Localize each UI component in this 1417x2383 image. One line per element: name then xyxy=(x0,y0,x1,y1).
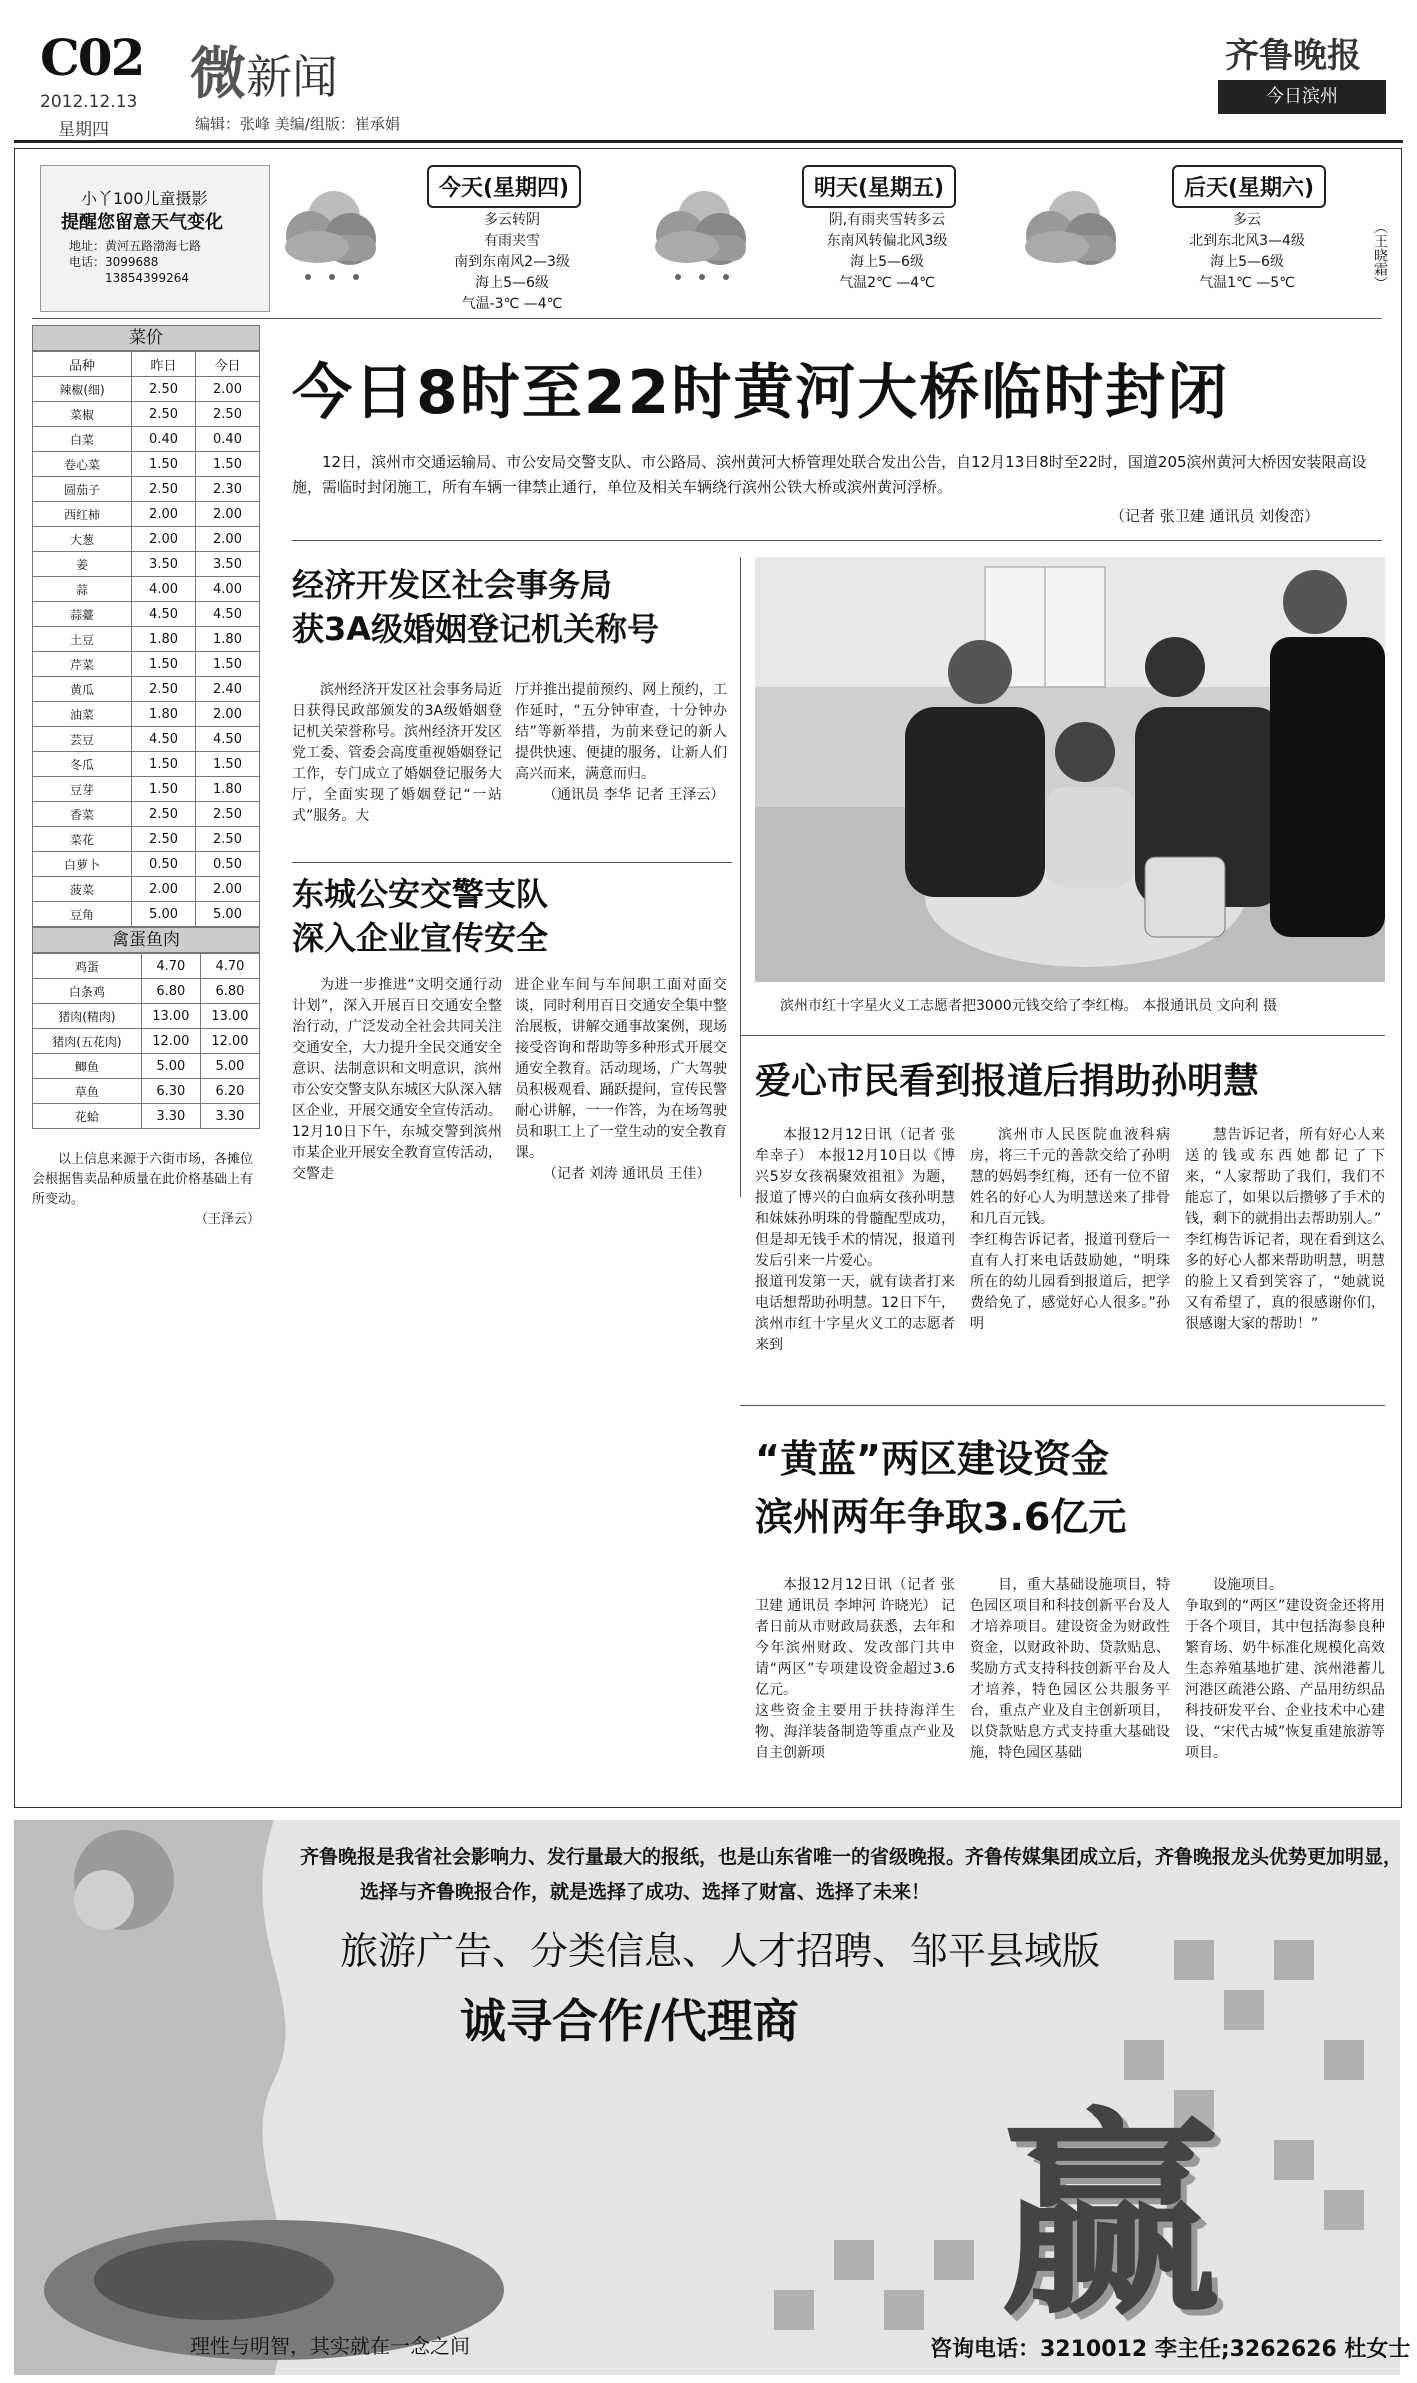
price-today: 13.00 xyxy=(200,1004,259,1029)
price-row xyxy=(33,602,260,627)
page-number: C02 xyxy=(40,28,144,87)
item-name: 土豆 xyxy=(33,627,132,652)
price-row xyxy=(33,677,260,702)
weather-details xyxy=(777,210,997,294)
story1-col2-text: 厅并推出提前预约、网上预约，工作延时，“五分钟审查，十分钟办结”等新举措，为前来登记的新人提供快速、便捷的服务，让新人们高兴而来，满意而归。 xyxy=(515,682,727,782)
price-row xyxy=(33,1079,260,1104)
story4-title-line1: “黄蓝”两区建设资金 xyxy=(755,1437,1109,1481)
item-name: 黄瓜 xyxy=(33,677,132,702)
weather-divider xyxy=(32,318,1382,319)
ad-tel: 电话：3099688 xyxy=(69,255,159,269)
weather-line: 气温2℃ —4℃ xyxy=(839,275,935,291)
price-row xyxy=(33,552,260,577)
ad-intro-line: 齐鲁晚报是我省社会影响力、发行量最大的报纸，也是山东省唯一的省级晚报。齐鲁传媒集团成立后，齐鲁晚报龙头优势更加明显， xyxy=(300,1846,1403,1868)
weather-line: 有雨夹雪 xyxy=(484,233,540,249)
item-name: 菜椒 xyxy=(33,402,132,427)
item-name: 豆角 xyxy=(33,902,132,927)
price-today: 3.50 xyxy=(196,552,260,577)
price-note-credit: （王泽云） xyxy=(194,1212,260,1227)
price-today: 6.20 xyxy=(200,1079,259,1104)
price-yesterday: 2.00 xyxy=(132,527,196,552)
story2-credit: （记者 刘涛 通讯员 王佳） xyxy=(543,1166,711,1182)
price-yesterday: 1.50 xyxy=(132,777,196,802)
price-yesterday: 1.80 xyxy=(132,627,196,652)
price-yesterday: 0.50 xyxy=(132,852,196,877)
weather-line: 南到东南风2—3级 xyxy=(454,254,570,270)
price-yesterday: 6.80 xyxy=(141,979,200,1004)
cloud-icon xyxy=(1012,177,1132,287)
price-row xyxy=(33,902,260,927)
weather-tomorrow xyxy=(642,177,762,291)
price-row xyxy=(33,1004,260,1029)
main-credit: （记者 张卫建 通讯员 刘俊峦） xyxy=(1110,507,1320,525)
story3-col3: 慧告诉记者，所有好心人来送的钱或东西她都记了下来，“人家帮助了我们，我们不能忘了，如果以后攒够了手术的钱，剩下的就捐出去帮助别人。” 李红梅告诉记者，现在看到这么多的好心人都来帮助明慧，明慧的脸上又看到笑容了，“她就说又有希望了，真的很感谢你们，很感谢大家的帮助！” xyxy=(1185,1127,1385,1332)
item-name: 菜花 xyxy=(33,827,132,852)
price-note-text: 以上信息来源于六街市场，各摊位会根据售卖品种质量在此价格基础上有所变动。 xyxy=(32,1152,254,1207)
price-yesterday: 6.30 xyxy=(141,1079,200,1104)
col-header: 今日 xyxy=(196,352,260,377)
price-yesterday: 1.50 xyxy=(132,752,196,777)
price-row xyxy=(33,954,260,979)
main-headline: 今日8时至22时黄河大桥临时封闭 xyxy=(292,358,1230,428)
price-row xyxy=(33,527,260,552)
price-yesterday: 2.50 xyxy=(132,402,196,427)
meat-table-title: 禽蛋鱼肉 xyxy=(32,927,260,953)
photo-divider xyxy=(740,1035,1385,1036)
item-name: 鸡蛋 xyxy=(33,954,142,979)
price-row xyxy=(33,827,260,852)
item-name: 花蛤 xyxy=(33,1104,142,1129)
story2-col2-text: 进企业车间与车间职工面对面交谈，同时利用百日交通安全集中整治展板，讲解交通事故案例，现场接受咨询和帮助等多种形式开展交通安全教育。活动现场，广大驾驶员积极观看、踊跃提问，宣传民警耐心讲解，一一作答，为在场驾驶员和职工上了一堂生动的安全教育课。 xyxy=(515,977,727,1161)
price-row xyxy=(33,979,260,1004)
weather-strip xyxy=(272,162,1362,312)
weather-line: 气温-3℃ —4℃ xyxy=(461,296,563,312)
price-today: 4.50 xyxy=(196,602,260,627)
story1-col2 xyxy=(515,680,727,806)
price-today: 4.00 xyxy=(196,577,260,602)
ad-address: 地址：黄河五路渤海七路 xyxy=(69,239,202,253)
item-name: 豆芽 xyxy=(33,777,132,802)
item-name: 白菜 xyxy=(33,427,132,452)
price-today: 2.40 xyxy=(196,677,260,702)
price-yesterday: 4.50 xyxy=(132,602,196,627)
price-today: 2.00 xyxy=(196,702,260,727)
story1-divider xyxy=(292,862,732,863)
weather-day-after xyxy=(1012,177,1132,291)
price-today: 2.30 xyxy=(196,477,260,502)
item-name: 西红柿 xyxy=(33,502,132,527)
price-row xyxy=(33,502,260,527)
price-row xyxy=(33,1029,260,1054)
story4-title xyxy=(755,1430,1126,1546)
story3-col1: 本报12月12日讯（记者 张牟幸子） 本报12月10日以《博兴5岁女孩祸聚效祖祖》为题，报道了博兴的白血病女孩孙明慧和妹妹孙明珠的骨髓配型成功，但是却无钱手术的情况，报道刊发后引来一片爱心。 报道刊发第一天，就有读者打来电话想帮助孙明慧。12日下午，滨州市红十字星火义工的志愿者来到 xyxy=(755,1127,955,1353)
price-yesterday: 5.00 xyxy=(132,902,196,927)
story2-title-line2: 深入企业宣传安全 xyxy=(292,919,549,957)
ad-tel2: 13854399264 xyxy=(105,271,189,285)
item-name: 芸豆 xyxy=(33,727,132,752)
price-row xyxy=(33,377,260,402)
story3-title: 爱心市民看到报道后捐助孙明慧 xyxy=(755,1061,1260,1102)
ad-studio-name: 小丫100儿童摄影 xyxy=(81,189,208,208)
veg-price-table xyxy=(32,351,260,927)
meat-price-table xyxy=(32,953,260,1129)
photo-caption: 滨州市红十字星火义工志愿者把3000元钱交给了李红梅。 本报通讯员 文向利 摄 xyxy=(780,998,1277,1014)
masthead-rule xyxy=(14,140,1403,143)
price-today: 2.50 xyxy=(196,402,260,427)
story2-title xyxy=(292,872,732,960)
story1-title xyxy=(292,563,732,651)
price-yesterday: 3.30 xyxy=(141,1104,200,1129)
item-name: 白萝卜 xyxy=(33,852,132,877)
story1-col1: 滨州经济开发区社会事务局近日获得民政部颁发的3A级婚姻登记机关荣誉称号。滨州经济开发区党工委、管委会高度重视婚姻登记工作，专门成立了婚姻登记服务大厅，全面实现了婚姻登记“一站式”服务。大 xyxy=(292,682,502,824)
story4-title-line2: 滨州两年争取3.6亿元 xyxy=(755,1495,1127,1539)
price-row xyxy=(33,477,260,502)
price-table-box xyxy=(32,325,260,1129)
weather-line: 气温1℃ —5℃ xyxy=(1199,275,1295,291)
price-today: 3.30 xyxy=(200,1104,259,1129)
price-yesterday: 13.00 xyxy=(141,1004,200,1029)
weather-today xyxy=(272,177,392,291)
price-today: 6.80 xyxy=(200,979,259,1004)
price-today: 2.00 xyxy=(196,502,260,527)
weather-day-label: 后天(星期六) xyxy=(1172,165,1326,208)
logo-text: 新闻 xyxy=(246,50,338,104)
item-name: 香菜 xyxy=(33,802,132,827)
item-name: 辣椒(细) xyxy=(33,377,132,402)
price-row xyxy=(33,727,260,752)
col-header: 品种 xyxy=(33,352,132,377)
cloud-snow-icon xyxy=(642,177,762,287)
price-yesterday: 2.50 xyxy=(132,477,196,502)
story2-title-line1: 东城公安交警支队 xyxy=(292,875,549,913)
editor-credits: 编辑：张峰 美编/组版：崔承娟 xyxy=(195,115,400,133)
price-today: 1.50 xyxy=(196,452,260,477)
item-name: 芹菜 xyxy=(33,652,132,677)
ad-phone: 咨询电话：3210012 李主任;3262626 杜女士 xyxy=(930,2337,1411,2362)
ad-slogan: 提醒您留意天气变化 xyxy=(61,212,223,233)
price-today: 2.00 xyxy=(196,527,260,552)
cloud-snow-icon xyxy=(272,177,392,287)
story1-title-line2: 获3A级婚姻登记机关称号 xyxy=(292,610,660,648)
item-name: 猪肉(五花肉) xyxy=(33,1029,142,1054)
price-yesterday: 2.50 xyxy=(132,377,196,402)
price-row xyxy=(33,852,260,877)
item-name: 蒜 xyxy=(33,577,132,602)
story3-col2: 滨州市人民医院血液科病房，将三千元的善款交给了孙明慧的妈妈李红梅，还有一位不留姓名的好心人为明慧送来了排骨和几百元钱。 李红梅告诉记者，报道刊登后一直有人打来电话鼓励她，“明珠所在的幼儿园看到报道后，把学费给免了，感觉好心人很多。”孙明 xyxy=(970,1127,1170,1332)
price-today: 1.80 xyxy=(196,627,260,652)
price-today: 1.50 xyxy=(196,652,260,677)
price-row xyxy=(33,427,260,452)
logo-mark: 微 xyxy=(190,42,246,107)
weather-line: 海上5—6级 xyxy=(850,254,924,270)
price-row xyxy=(33,402,260,427)
price-yesterday: 2.50 xyxy=(132,677,196,702)
price-today: 4.50 xyxy=(196,727,260,752)
ad-slogan-line: 选择与齐鲁晚报合作，就是选择了成功、选择了财富、选择了未来！ xyxy=(360,1881,931,1903)
item-name: 蒜薹 xyxy=(33,602,132,627)
col-header: 昨日 xyxy=(132,352,196,377)
price-row xyxy=(33,777,260,802)
price-today: 2.50 xyxy=(196,802,260,827)
item-name: 鲫鱼 xyxy=(33,1054,142,1079)
newspaper-brand: 齐鲁晚报 xyxy=(1225,36,1361,76)
price-today: 5.00 xyxy=(196,902,260,927)
story4-col2: 目，重大基础设施项目，特色园区项目和科技创新平台及人才培养项目。建设资金为财政性资金，以财政补助、贷款贴息、奖励方式支持科技创新平台及人才培养，特色园区公共服务平台，重点产业及自主创新项目，以贷款贴息方式支持重大基础设施，特色园区基础 xyxy=(970,1577,1170,1761)
price-row xyxy=(33,627,260,652)
item-name: 大葱 xyxy=(33,527,132,552)
price-row xyxy=(33,1054,260,1079)
price-row xyxy=(33,652,260,677)
weather-credit: （王晓霜） xyxy=(1372,220,1388,290)
item-name: 油菜 xyxy=(33,702,132,727)
price-today: 2.00 xyxy=(196,877,260,902)
price-today: 1.80 xyxy=(196,777,260,802)
price-today: 2.50 xyxy=(196,827,260,852)
price-today: 0.50 xyxy=(196,852,260,877)
price-row xyxy=(33,702,260,727)
ad-tagline: 理性与明智，其实就在一念之间 xyxy=(190,2334,470,2358)
price-table-title: 菜价 xyxy=(32,325,260,351)
price-today: 5.00 xyxy=(200,1054,259,1079)
weather-line: 多云转阴 xyxy=(484,212,540,228)
ad-services: 旅游广告、分类信息、人才招聘、邹平县域版 xyxy=(340,1929,1101,1973)
price-today: 1.50 xyxy=(196,752,260,777)
price-yesterday: 5.00 xyxy=(141,1054,200,1079)
photo-studio-ad xyxy=(40,165,270,312)
weather-details xyxy=(402,210,622,315)
weather-line: 海上5—6级 xyxy=(475,275,549,291)
story4-col3: 设施项目。 争取到的“两区”建设资金还将用于各个项目，其中包括海参良种繁育场、奶牛标准化规模化高效生态养殖基地扩建、滨州港蓄儿河港区疏港公路、产品用纺织品科技研发平台、企业技术中心建设、“宋代古城”恢复重建旅游等项目。 xyxy=(1185,1577,1385,1761)
price-yesterday: 4.50 xyxy=(132,727,196,752)
price-row xyxy=(33,452,260,477)
price-row xyxy=(33,1104,260,1129)
price-yesterday: 2.00 xyxy=(132,877,196,902)
weather-line: 海上5—6级 xyxy=(1210,254,1284,270)
price-row xyxy=(33,877,260,902)
section-logo xyxy=(190,30,338,110)
issue-date: 2012.12.13 xyxy=(40,92,138,112)
weather-line: 北到东北风3—4级 xyxy=(1189,233,1305,249)
headline-divider xyxy=(292,540,1382,541)
price-row xyxy=(33,802,260,827)
price-row xyxy=(33,752,260,777)
item-name: 白条鸡 xyxy=(33,979,142,1004)
price-yesterday: 1.50 xyxy=(132,452,196,477)
weather-details xyxy=(1137,210,1357,294)
price-yesterday: 4.70 xyxy=(141,954,200,979)
ad-call-to-action: 诚寻合作/代理商 xyxy=(460,1994,799,2048)
price-today: 0.40 xyxy=(196,427,260,452)
price-row xyxy=(33,577,260,602)
item-name: 卷心菜 xyxy=(33,452,132,477)
price-today: 2.00 xyxy=(196,377,260,402)
column-divider xyxy=(740,557,741,1197)
price-today: 12.00 xyxy=(200,1029,259,1054)
ad-big-character: 赢 xyxy=(1000,2089,1221,2345)
price-yesterday: 12.00 xyxy=(141,1029,200,1054)
item-name: 姜 xyxy=(33,552,132,577)
price-yesterday: 3.50 xyxy=(132,552,196,577)
main-lead: 12日，滨州市交通运输局、市公安局交警支队、市公路局、滨州黄河大桥管理处联合发出公告，自12月13日8时至22时，国道205滨州黄河大桥因安装限高设施，需临时封闭施工，所有车辆一律禁止通行，单位及相关车辆绕行滨州公铁大桥或滨州黄河浮桥。 xyxy=(292,453,1367,496)
price-yesterday: 2.50 xyxy=(132,802,196,827)
story1-credit: （通讯员 李华 记者 王泽云） xyxy=(543,787,725,803)
item-name: 草鱼 xyxy=(33,1079,142,1104)
photo-illustration xyxy=(755,557,1385,982)
weather-day-label: 明天(星期五) xyxy=(802,165,956,208)
price-today: 4.70 xyxy=(200,954,259,979)
issue-weekday: 星期四 xyxy=(58,120,109,140)
weather-line: 阴,有雨夹雪转多云 xyxy=(828,212,946,228)
story3-divider xyxy=(740,1405,1385,1406)
price-yesterday: 2.00 xyxy=(132,502,196,527)
price-yesterday: 0.40 xyxy=(132,427,196,452)
item-name: 冬瓜 xyxy=(33,752,132,777)
news-photo xyxy=(755,557,1385,982)
price-yesterday: 1.80 xyxy=(132,702,196,727)
item-name: 菠菜 xyxy=(33,877,132,902)
item-name: 猪肉(精肉) xyxy=(33,1004,142,1029)
price-yesterday: 4.00 xyxy=(132,577,196,602)
story1-title-line1: 经济开发区社会事务局 xyxy=(292,566,613,604)
price-note xyxy=(32,1150,260,1230)
story2-col1: 为进一步推进“文明交通行动计划”，深入开展百日交通安全整治行动，广泛发动全社会共同关注交通安全，大力提升全民交通安全意识、法制意识和文明意识，滨州市公安交警支队东城区大队深入辖区企业，开展交通安全宣传活动。 12月10日下午，东城交警到滨州市某企业开展安全教育宣传活动，交警走 xyxy=(292,977,502,1182)
section-tag: 今日滨州 xyxy=(1218,80,1386,114)
story2-col2 xyxy=(515,975,727,1185)
item-name: 圆茄子 xyxy=(33,477,132,502)
ad-contact xyxy=(69,238,201,286)
price-yesterday: 2.50 xyxy=(132,827,196,852)
weather-line: 多云 xyxy=(1233,212,1261,228)
price-yesterday: 1.50 xyxy=(132,652,196,677)
weather-line: 东南风转偏北风3级 xyxy=(826,233,948,249)
weather-day-label: 今天(星期四) xyxy=(427,165,581,208)
story4-col1: 本报12月12日讯（记者 张卫建 通讯员 李坤河 许晓光） 记者日前从市财政局获悉，去年和今年滨州财政、发改部门共申请“两区”专项建设资金超过3.6亿元。 这些资金主要用于扶持海洋生物、海洋装备制造等重点产业及自主创新项 xyxy=(755,1577,955,1761)
